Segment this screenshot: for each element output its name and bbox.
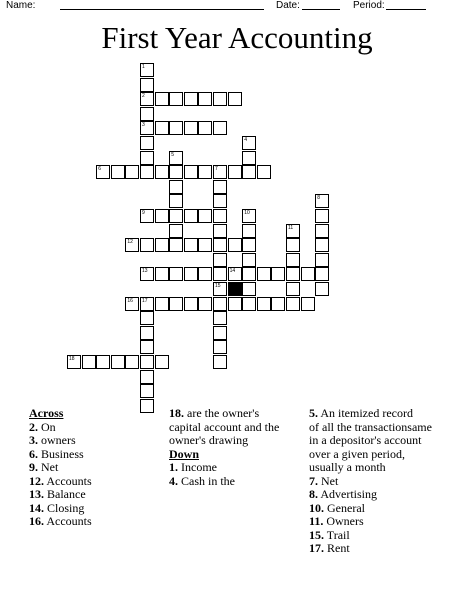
grid-cell[interactable] xyxy=(213,253,227,267)
grid-cell[interactable] xyxy=(169,121,183,135)
grid-cell[interactable] xyxy=(184,238,198,252)
grid-cell[interactable] xyxy=(198,297,212,311)
grid-cell[interactable] xyxy=(198,92,212,106)
grid-cell[interactable] xyxy=(140,136,154,150)
cell-number-8: 8 xyxy=(317,195,320,202)
grid-cell[interactable] xyxy=(271,267,285,281)
grid-cell[interactable] xyxy=(140,78,154,92)
grid-cell[interactable] xyxy=(242,253,256,267)
grid-cell[interactable] xyxy=(155,121,169,135)
clue-across-6: 6. Business xyxy=(29,446,84,461)
grid-cell[interactable] xyxy=(286,253,300,267)
name-field[interactable] xyxy=(60,9,264,10)
grid-cell[interactable] xyxy=(169,209,183,223)
cell-number-3: 3 xyxy=(142,122,145,129)
grid-cell[interactable] xyxy=(184,267,198,281)
grid-cell[interactable] xyxy=(155,92,169,106)
clue-down-1: 1. Income xyxy=(169,460,217,474)
grid-cell[interactable] xyxy=(184,121,198,135)
grid-cell[interactable] xyxy=(169,224,183,238)
cell-number-4: 4 xyxy=(244,137,247,143)
clue-down-10: 10. General xyxy=(309,500,365,515)
cell-number-13: 13 xyxy=(142,268,148,275)
clue-across-16: 16. Accounts xyxy=(29,514,92,528)
grid-cell[interactable] xyxy=(140,238,154,252)
grid-cell[interactable] xyxy=(213,224,227,238)
grid-cell[interactable] xyxy=(271,297,285,311)
clue-across-2: 2. On xyxy=(29,419,56,434)
clue-down-17: 17. Rent xyxy=(309,541,350,555)
across-heading: Across xyxy=(29,406,64,420)
grid-cell[interactable] xyxy=(213,267,227,281)
grid-cell[interactable] xyxy=(155,297,169,311)
cell-number-2: 2 xyxy=(142,93,145,100)
grid-cell[interactable] xyxy=(140,326,154,340)
grid-cell[interactable] xyxy=(315,253,329,267)
grid-cell[interactable] xyxy=(125,355,139,369)
grid-cell[interactable] xyxy=(198,165,212,179)
grid-cell[interactable] xyxy=(286,238,300,252)
grid-cell[interactable] xyxy=(286,282,300,296)
clue-across-13: 13. Balance xyxy=(29,487,86,501)
grid-cell[interactable] xyxy=(228,92,242,106)
grid-cell[interactable] xyxy=(155,355,169,369)
cell-number-14: 14 xyxy=(229,268,236,275)
grid-cell[interactable] xyxy=(96,355,110,369)
cell-number-18: 18 xyxy=(69,356,75,362)
grid-cell[interactable] xyxy=(213,326,227,340)
cell-number-7: 7 xyxy=(215,166,218,173)
cell-number-17: 17 xyxy=(142,297,148,304)
grid-cell[interactable] xyxy=(111,355,125,369)
page-title: First Year Accounting xyxy=(101,20,373,55)
date-label: Date: xyxy=(276,0,300,11)
grid-cell[interactable] xyxy=(286,297,300,311)
grid-cell[interactable] xyxy=(301,297,315,311)
clue-across-14: 14. Closing xyxy=(29,500,85,515)
grid-cell[interactable] xyxy=(286,267,300,281)
clue-down-7: 7. Net xyxy=(309,473,339,488)
clue-across-9: 9. Net xyxy=(29,460,59,474)
grid-cell[interactable] xyxy=(257,165,271,179)
grid-cell[interactable] xyxy=(198,121,212,135)
grid-cell[interactable] xyxy=(213,311,227,325)
grid-cell[interactable] xyxy=(257,267,271,281)
grid-cell[interactable] xyxy=(169,92,183,106)
grid-cell[interactable] xyxy=(140,151,154,165)
cell-number-5: 5 xyxy=(171,151,174,158)
grid-cell[interactable] xyxy=(213,121,227,135)
grid-cell[interactable] xyxy=(169,165,183,179)
grid-cell[interactable] xyxy=(184,297,198,311)
grid-cell[interactable] xyxy=(242,151,256,165)
grid-cell[interactable] xyxy=(155,165,169,179)
period-field[interactable] xyxy=(386,9,426,10)
period-label: Period: xyxy=(353,0,385,11)
grid-cell[interactable] xyxy=(155,238,169,252)
grid-cell[interactable] xyxy=(228,238,242,252)
grid-cell[interactable] xyxy=(257,297,271,311)
grid-cell[interactable] xyxy=(111,165,125,179)
grid-cell[interactable] xyxy=(140,311,154,325)
grid-cell[interactable] xyxy=(242,238,256,252)
clue-across-18: 18. are the owner's capital account and the owner's drawing xyxy=(169,406,280,447)
grid-cell[interactable] xyxy=(213,194,227,208)
grid-cell[interactable] xyxy=(140,370,154,384)
grid-cell[interactable] xyxy=(228,297,242,311)
cell-number-1: 1 xyxy=(142,64,145,70)
grid-cell[interactable] xyxy=(213,238,227,252)
grid-cell[interactable] xyxy=(213,180,227,194)
grid-cell[interactable] xyxy=(169,180,183,194)
grid-cell[interactable] xyxy=(169,194,183,208)
grid-cell[interactable] xyxy=(242,282,256,296)
grid-cell[interactable] xyxy=(155,209,169,223)
clue-down-5: 5. An itemized record of all the transactionsame in a depositor's account over a given period, usually a month xyxy=(309,406,432,474)
grid-cell[interactable] xyxy=(169,297,183,311)
grid-cell[interactable] xyxy=(213,209,227,223)
grid-cell[interactable] xyxy=(140,355,154,369)
grid-cell[interactable] xyxy=(242,165,256,179)
clues-column-2 xyxy=(169,407,309,488)
grid-cell[interactable] xyxy=(228,165,242,179)
grid-cell[interactable] xyxy=(213,340,227,354)
clue-down-4: 4. Cash in the xyxy=(169,473,235,488)
grid-cell[interactable] xyxy=(301,267,315,281)
grid-cell[interactable] xyxy=(242,267,256,281)
grid-cell[interactable] xyxy=(184,92,198,106)
cell-number-9: 9 xyxy=(142,210,145,216)
grid-cell[interactable] xyxy=(213,92,227,106)
grid-cell[interactable] xyxy=(155,267,169,281)
clue-across-12: 12. Accounts xyxy=(29,473,92,488)
down-heading: Down xyxy=(169,446,200,461)
cell-number-10: 10 xyxy=(244,210,250,216)
grid-cell[interactable] xyxy=(242,297,256,311)
grid-cell[interactable] xyxy=(184,165,198,179)
grid-cell[interactable] xyxy=(315,267,329,281)
grid-cell[interactable] xyxy=(213,297,227,311)
grid-cell[interactable] xyxy=(315,224,329,238)
clues-column-1 xyxy=(29,407,169,529)
grid-cell[interactable] xyxy=(198,238,212,252)
cell-number-16: 16 xyxy=(127,297,133,304)
cell-number-15: 15 xyxy=(215,283,221,289)
clue-down-15: 15. Trail xyxy=(309,527,350,542)
grid-cell[interactable] xyxy=(315,282,329,296)
grid-cell[interactable] xyxy=(315,209,329,223)
grid-cell[interactable] xyxy=(82,355,96,369)
grid-cell[interactable] xyxy=(198,209,212,223)
grid-cell[interactable] xyxy=(140,384,154,398)
grid-cell[interactable] xyxy=(315,238,329,252)
name-label: Name: xyxy=(6,0,36,11)
cell-number-12: 12 xyxy=(127,239,133,246)
grid-cell[interactable] xyxy=(184,209,198,223)
clue-down-11: 11. Owners xyxy=(309,514,364,528)
date-field[interactable] xyxy=(302,9,340,10)
cell-number-6: 6 xyxy=(98,166,101,173)
grid-cell[interactable] xyxy=(140,340,154,354)
blocked-cell xyxy=(228,282,242,296)
grid-cell[interactable] xyxy=(198,267,212,281)
grid-cell[interactable] xyxy=(125,165,139,179)
grid-cell[interactable] xyxy=(140,165,154,179)
header xyxy=(0,0,474,14)
cell-number-11: 11 xyxy=(288,224,294,231)
clue-across-3: 3. owners xyxy=(29,433,76,447)
grid-cell[interactable] xyxy=(169,267,183,281)
grid-cell[interactable] xyxy=(169,238,183,252)
grid-cell[interactable] xyxy=(140,107,154,121)
clue-down-8: 8. Advertising xyxy=(309,487,378,501)
clues-column-3 xyxy=(309,407,474,556)
grid-cell[interactable] xyxy=(242,224,256,238)
grid-cell[interactable] xyxy=(213,355,227,369)
